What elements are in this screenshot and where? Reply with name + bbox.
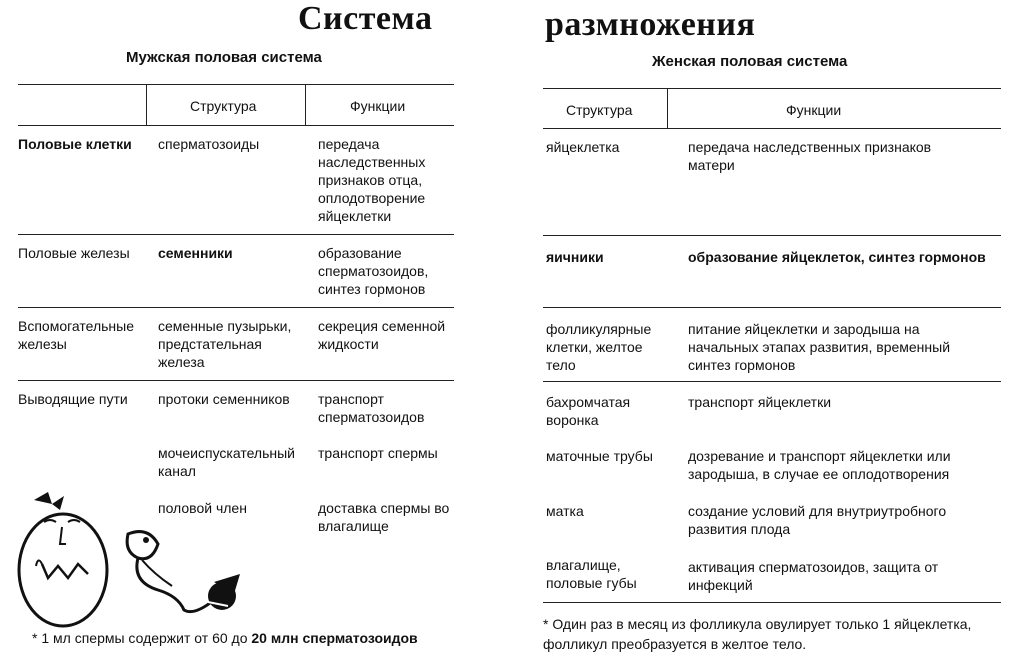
male-row-structure: мочеиспускательный канал (158, 445, 295, 479)
female-row-structure: матка (546, 503, 584, 519)
female-row-function: дозревание и транспорт яйцеклетки или зародыша, в случае ее оплодотворения (688, 448, 951, 482)
male-header-functions: Функции (350, 98, 406, 114)
table-rule (543, 381, 1001, 382)
female-header-structure: Структура (566, 102, 633, 118)
female-footnote: * Один раз в месяц из фолликула овулирует только 1 яйцеклетка, фолликул преобразуется в желтое тело. (543, 616, 972, 652)
table-rule (543, 88, 1001, 89)
column-divider (667, 88, 668, 128)
page-title-left: Система (298, 0, 433, 37)
male-header-structure: Структура (190, 98, 257, 114)
male-system-subtitle: Мужская половая система (126, 49, 322, 66)
male-row-structure: протоки семенников (158, 391, 290, 407)
male-row-function: доставка спермы во влагалище (318, 500, 450, 534)
table-rule (543, 235, 1001, 236)
column-divider (305, 84, 306, 125)
female-row-structure: фолликулярные клетки, желтое тело (546, 321, 652, 373)
male-footnote (32, 628, 418, 648)
female-row-function: передача наследственных признаков матери (688, 139, 932, 173)
female-row-function: создание условий для внутриутробного развития плода (688, 503, 947, 537)
page-title-right: размножения (545, 6, 756, 43)
male-row-category: Половые клетки (18, 136, 132, 152)
male-row-structure: семенные пузырьки, предстательная железа (158, 318, 292, 370)
female-row-structure: бахромчатая воронка (546, 394, 631, 428)
male-footnote-bold: 20 млн сперматозоидов (251, 630, 418, 646)
female-row-function: активация сперматозоидов, защита от инфекций (688, 559, 939, 593)
table-rule (18, 84, 454, 85)
male-row-category: Половые железы (18, 245, 130, 261)
female-header-functions: Функции (786, 102, 842, 118)
male-row-category: Выводящие пути (18, 391, 128, 407)
female-system-subtitle: Женская половая система (652, 53, 848, 70)
male-row-function: транспорт спермы (318, 445, 438, 461)
sperm-character-icon (127, 532, 240, 612)
male-row-structure: сперматозоиды (158, 136, 260, 152)
table-rule (18, 307, 454, 308)
male-footnote-text: * 1 мл спермы содержит от 60 до (32, 630, 252, 646)
table-rule (543, 128, 1001, 129)
male-row-structure: половой член (158, 500, 247, 516)
male-row-function: передача наследственных признаков отца, оплодотворение яйцеклетки (318, 136, 426, 224)
female-row-function: транспорт яйцеклетки (688, 394, 832, 410)
table-rule (18, 234, 454, 235)
female-row-structure: влагалище, половые губы (546, 557, 637, 591)
male-row-function: секреция семенной жидкости (318, 318, 446, 352)
table-rule (18, 380, 454, 381)
female-row-structure: яичники (546, 249, 604, 265)
table-rule (543, 602, 1001, 603)
egg-character-icon (19, 492, 107, 626)
column-divider (146, 84, 147, 125)
male-row-category: Вспомогательные железы (18, 318, 135, 352)
egg-and-sperm-illustration (8, 482, 268, 632)
female-row-function: питание яйцеклетки и зародыша на начальных этапах развития, временный синтез гормонов (688, 321, 951, 373)
female-row-function: образование яйцеклеток, синтез гормонов (688, 249, 986, 265)
male-row-function: образование сперматозоидов, синтез гормонов (318, 245, 429, 297)
table-rule (543, 307, 1001, 308)
female-row-structure: яйцеклетка (546, 139, 620, 155)
table-rule (18, 125, 454, 126)
male-row-structure: семенники (158, 245, 233, 261)
male-row-function: транспорт сперматозоидов (318, 391, 425, 425)
female-row-structure: маточные трубы (546, 448, 653, 464)
